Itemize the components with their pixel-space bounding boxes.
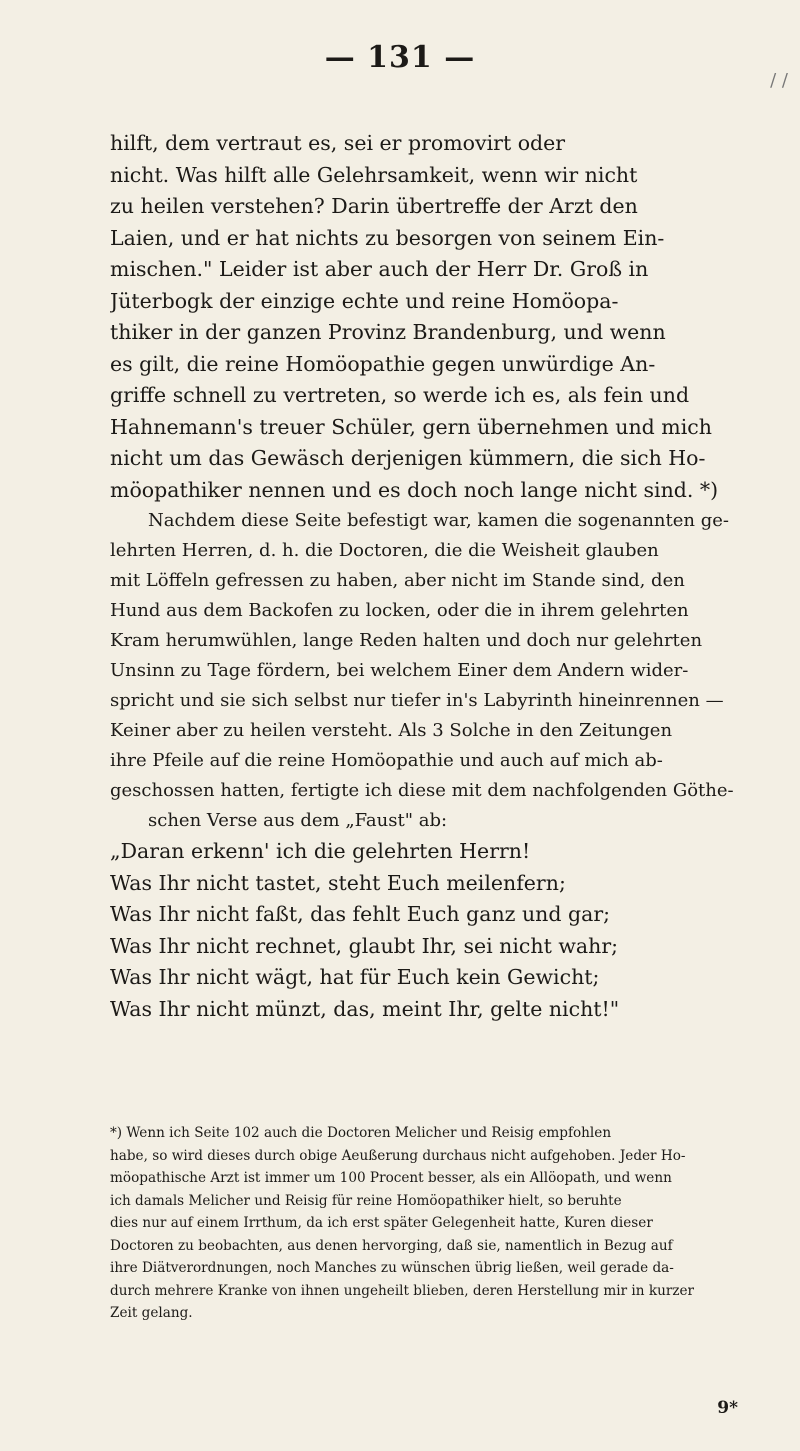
text-line: ihre Pfeile auf die reine Homöopathie und auch auf mich ab- bbox=[110, 750, 663, 771]
text-line: es gilt, die reine Homöopathie gegen unwürdige An- bbox=[110, 351, 656, 376]
text-line: Hund aus dem Backofen zu locken, oder die in ihrem gelehrten bbox=[110, 600, 689, 621]
verse-line: Was Ihr nicht wägt, hat für Euch kein Gewicht; bbox=[110, 965, 600, 989]
footnote-line: ich damals Melicher und Reisig für reine Homöopathiker hielt, so beruhte bbox=[110, 1192, 622, 1209]
corner-mark: / / bbox=[770, 70, 788, 91]
page-number: — 131 — bbox=[324, 40, 476, 75]
text-line: Keiner aber zu heilen versteht. Als 3 Solche in den Zeitungen bbox=[110, 720, 673, 741]
verse-line: Was Ihr nicht rechnet, glaubt Ihr, sei nicht wahr; bbox=[110, 933, 619, 958]
main-text bbox=[110, 128, 750, 1025]
text-line: spricht und sie sich selbst nur tiefer in's Labyrinth hineinrennen — bbox=[110, 690, 724, 711]
text-line: hilft, dem vertraut es, sei er promovirt oder bbox=[110, 131, 566, 155]
text-line: geschossen hatten, fertigte ich diese mit dem nachfolgenden Göthe- bbox=[110, 780, 734, 801]
text-line: thiker in der ganzen Provinz Brandenburg, und wenn bbox=[110, 320, 666, 344]
signature-mark: 9* bbox=[717, 1398, 738, 1418]
paragraph-2 bbox=[110, 506, 750, 836]
text-line: lehrten Herren, d. h. die Doctoren, die die Weisheit glauben bbox=[110, 540, 659, 561]
text-line: nicht. Was hilft alle Gelehrsamkeit, wenn wir nicht bbox=[110, 162, 638, 187]
footnote-line: durch mehrere Kranke von ihnen ungeheilt blieben, deren Herstellung mir in kurzer bbox=[110, 1282, 695, 1299]
text-line: Hahnemann's treuer Schüler, gern übernehmen und mich bbox=[110, 414, 712, 439]
text-line: Laien, und er hat nichts zu besorgen von seinem Ein- bbox=[110, 225, 665, 250]
text-line: mit Löffeln gefressen zu haben, aber nicht im Stande sind, den bbox=[110, 570, 685, 591]
verse-line: Was Ihr nicht faßt, das fehlt Euch ganz und gar; bbox=[110, 902, 611, 926]
verse-line: Was Ihr nicht münzt, das, meint Ihr, gelte nicht!" bbox=[110, 996, 620, 1021]
verse-line: Was Ihr nicht tastet, steht Euch meilenfern; bbox=[110, 870, 566, 895]
footnote-line: habe, so wird dieses durch obige Aeußerung durchaus nicht aufgehoben. Jeder Ho- bbox=[110, 1147, 686, 1164]
footnote-line: *) Wenn ich Seite 102 auch die Doctoren Melicher und Reisig empfohlen bbox=[110, 1125, 612, 1141]
text-line: Kram herumwühlen, lange Reden halten und doch nur gelehrten bbox=[110, 630, 703, 651]
text-line: nicht um das Gewäsch derjenigen kümmern, die sich Ho- bbox=[110, 446, 706, 470]
text-line: schen Verse aus dem „Faust" ab: bbox=[148, 810, 448, 831]
verse-line: „Daran erkenn' ich die gelehrten Herrn! bbox=[110, 839, 531, 863]
text-line: Jüterbogk der einzige echte und reine Homöopa- bbox=[110, 288, 619, 313]
text-line: Nachdem diese Seite befestigt war, kamen die sogenannten ge- bbox=[148, 510, 729, 531]
footnote-line: Doctoren zu beobachten, aus denen hervorging, daß sie, namentlich in Bezug auf bbox=[110, 1237, 673, 1254]
footnote-line: möopathische Arzt ist immer um 100 Procent besser, als ein Allöopath, und wenn bbox=[110, 1170, 672, 1186]
footnote-line: ihre Diätverordnungen, noch Manches zu wünschen übrig ließen, weil gerade da- bbox=[110, 1260, 674, 1276]
text-line: mischen." Leider ist aber auch der Herr Dr. Groß in bbox=[110, 257, 649, 281]
text-line: Unsinn zu Tage fördern, bei welchem Einer dem Andern wider- bbox=[110, 660, 689, 681]
faust-verse bbox=[110, 836, 750, 1025]
text-line: griffe schnell zu vertreten, so werde ich es, als fein und bbox=[110, 383, 690, 407]
footnote bbox=[110, 1122, 750, 1325]
text-line: zu heilen verstehen? Darin übertreffe der Arzt den bbox=[110, 194, 638, 218]
paragraph-1 bbox=[110, 128, 750, 506]
text-line: möopathiker nennen und es doch noch lange nicht sind. *) bbox=[110, 477, 719, 502]
footnote-line: Zeit gelang. bbox=[110, 1305, 193, 1321]
footnote-line: dies nur auf einem Irrthum, da ich erst später Gelegenheit hatte, Kuren dieser bbox=[110, 1215, 653, 1231]
